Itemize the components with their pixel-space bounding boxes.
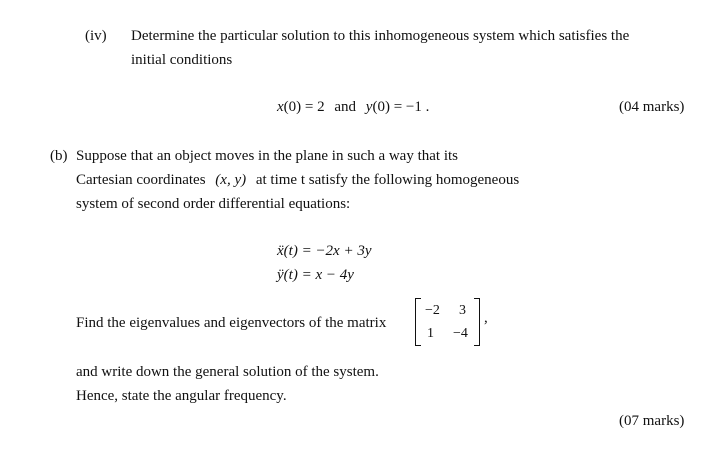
part-iv-label: (iv) xyxy=(85,28,107,44)
part-b-line2-start: Cartesian coordinates xyxy=(76,172,206,188)
cond-x-value: (0) = 2 xyxy=(283,99,325,115)
matrix-cell-r1c1: −2 xyxy=(425,303,440,318)
equation-x: ẍ(t) = −2x + 3y xyxy=(277,243,372,259)
matrix-right-bracket xyxy=(474,298,480,346)
equation-y: ÿ(t) = x − 4y xyxy=(277,267,354,283)
part-b-label: (b) xyxy=(50,148,68,164)
matrix-left-bracket xyxy=(415,298,421,346)
part-b-text-line1: Suppose that an object moves in the plane in such a way that its xyxy=(76,148,459,164)
part-iv-marks: (04 marks) xyxy=(619,99,685,115)
coordinate-pair: (x, y) xyxy=(215,172,247,188)
find-eigen-text: Find the eigenvalues and eigenvectors of the matrix xyxy=(76,315,387,331)
cond-x-var: x xyxy=(277,99,284,115)
matrix-cell-r1c2: 3 xyxy=(459,303,466,318)
initial-conditions xyxy=(277,100,429,115)
part-b-after-line2: Hence, state the angular frequency. xyxy=(76,388,287,404)
part-b-after-line1: and write down the general solution of the system. xyxy=(76,364,379,380)
cond-and: and xyxy=(334,99,357,115)
matrix-cell-r2c2: −4 xyxy=(453,326,468,341)
part-iv-text-line2: initial conditions xyxy=(131,52,233,68)
coefficient-matrix xyxy=(413,298,483,346)
part-b-text-line2 xyxy=(76,173,519,188)
matrix-cell-r2c1: 1 xyxy=(427,326,434,341)
matrix-trailing-comma: , xyxy=(484,310,488,326)
part-iv-text-line1: Determine the particular solution to this inhomogeneous system which satisfies the xyxy=(131,28,630,44)
part-b-line2-end: at time t satisfy the following homogeneous xyxy=(255,172,520,188)
part-b-marks: (07 marks) xyxy=(619,413,685,429)
part-b-text-line3: system of second order differential equations: xyxy=(76,196,351,212)
cond-y-value: (0) = −1 . xyxy=(372,99,430,115)
cond-y-var: y xyxy=(365,99,373,115)
